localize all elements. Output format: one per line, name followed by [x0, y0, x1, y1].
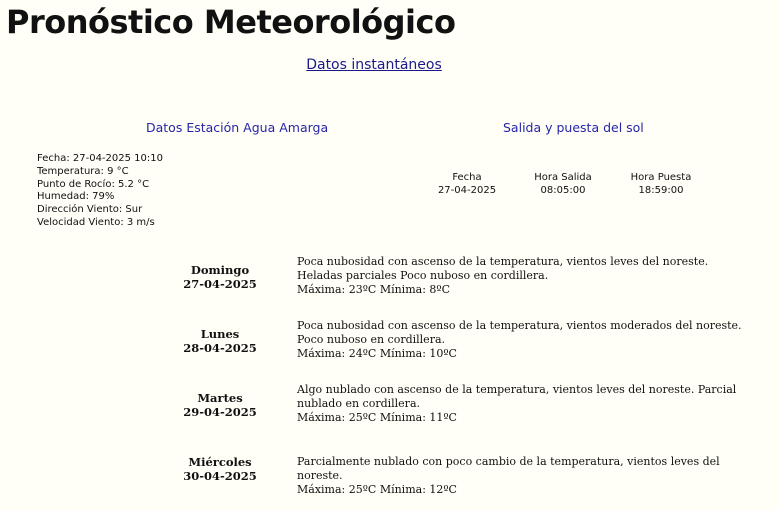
- forecast-day-name: Domingo: [190, 263, 250, 277]
- sun-col-salida: [525, 171, 601, 197]
- sun-header-salida: Hora Salida: [534, 172, 592, 183]
- sun-header-puesta: Hora Puesta: [630, 172, 692, 183]
- forecast-day: [170, 327, 270, 355]
- forecast-temps: Máxima: 25ºC Mínima: 12ºC: [297, 483, 457, 496]
- forecast-text: Poca nubosidad con ascenso de la temperatura, vientos moderados del noreste. Poco nuboso en cordillera.: [297, 319, 742, 346]
- forecast-temps: Máxima: 25ºC Mínima: 11ºC: [297, 411, 457, 424]
- sun-col-fecha: [430, 171, 504, 197]
- forecast-text: Poca nubosidad con ascenso de la temperatura, vientos leves del noreste. Heladas parciales Poco nuboso en cordillera.: [297, 255, 709, 282]
- station-temperature: Temperatura: 9 °C: [37, 165, 129, 177]
- sun-col-puesta: [623, 171, 699, 197]
- forecast-day: [170, 455, 270, 483]
- forecast-day: [170, 263, 270, 291]
- sun-value-fecha: 27-04-2025: [437, 185, 497, 196]
- sun-heading: Salida y puesta del sol: [503, 120, 644, 135]
- station-wind-direction: Dirección Viento: Sur: [37, 204, 143, 216]
- station-humidity: Humedad: 79%: [37, 191, 115, 203]
- forecast-description: [297, 319, 747, 361]
- forecast-description: [297, 255, 747, 297]
- station-dew-point: Punto de Rocío: 5.2 °C: [37, 178, 150, 190]
- forecast-text: Parcialmente nublado con poco cambio de la temperatura, vientos leves del noreste.: [297, 455, 720, 482]
- forecast-day-name: Miércoles: [188, 455, 252, 469]
- station-heading: Datos Estación Agua Amarga: [146, 120, 329, 135]
- forecast-description: [297, 383, 747, 425]
- forecast-day-date: 30-04-2025: [183, 469, 257, 483]
- forecast-temps: Máxima: 24ºC Mínima: 10ºC: [297, 347, 457, 360]
- forecast-description: [297, 455, 747, 497]
- forecast-temps: Máxima: 23ºC Mínima: 8ºC: [297, 283, 450, 296]
- sun-value-puesta: 18:59:00: [638, 185, 684, 196]
- sun-value-salida: 08:05:00: [540, 185, 586, 196]
- station-wind-speed: Velocidad Viento: 3 m/s: [37, 216, 155, 228]
- forecast-day-date: 27-04-2025: [183, 277, 257, 291]
- instant-data-link[interactable]: Datos instantáneos: [306, 57, 442, 73]
- forecast-day: [170, 391, 270, 419]
- forecast-day-name: Lunes: [200, 327, 240, 341]
- station-data: [37, 153, 163, 230]
- forecast-day-date: 28-04-2025: [183, 341, 257, 355]
- page-title: Pronóstico Meteorológico: [6, 3, 456, 41]
- sun-header-fecha: Fecha: [452, 172, 482, 183]
- forecast-day-name: Martes: [197, 391, 243, 405]
- forecast-day-date: 29-04-2025: [183, 405, 257, 419]
- forecast-text: Algo nublado con ascenso de la temperatura, vientos leves del noreste. Parcial nublado en cordillera.: [297, 383, 737, 410]
- station-date: Fecha: 27-04-2025 10:10: [37, 153, 163, 164]
